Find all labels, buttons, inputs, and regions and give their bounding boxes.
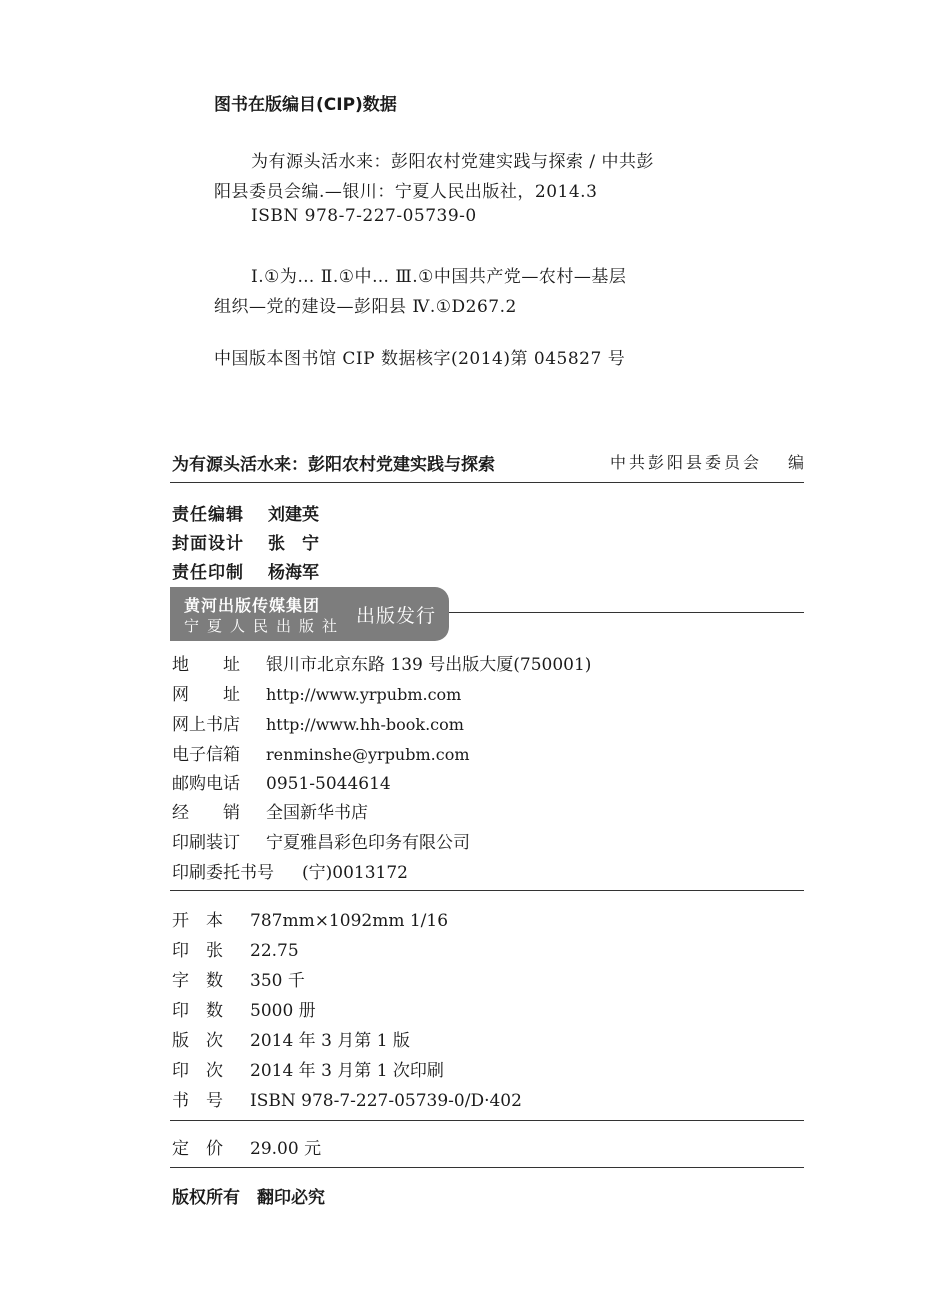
info-value: (宁)0013172 [302, 863, 408, 883]
credit-label: 责任编辑 [172, 505, 244, 525]
info-label: 经 销 [172, 803, 240, 823]
spec-label: 印 数 [172, 1001, 223, 1021]
publisher-action: 出版发行 [356, 605, 437, 627]
price-value: 29.00 元 [250, 1139, 322, 1159]
info-row [172, 769, 391, 794]
cip-record-number: 中国版本图书馆 CIP 数据核字(2014)第 045827 号 [214, 349, 626, 369]
info-label: 地 址 [172, 655, 240, 675]
spec-row [172, 1086, 522, 1111]
book-editor: 中共彭阳县委员会 [610, 453, 763, 472]
credit-value: 杨海军 [268, 563, 319, 583]
spec-row [172, 936, 299, 961]
spec-label: 版 次 [172, 1031, 223, 1051]
publisher-badge [170, 587, 449, 641]
info-row [172, 828, 470, 853]
book-editor-role: 编 [788, 453, 805, 472]
credit-label: 责任印制 [172, 563, 244, 583]
info-row [172, 710, 464, 735]
spec-label: 印 张 [172, 941, 223, 961]
publisher-group: 黄河出版传媒集团 [184, 596, 321, 615]
info-row [172, 798, 368, 823]
info-value: 全国新华书店 [266, 803, 368, 823]
spec-value: 5000 册 [250, 1001, 316, 1021]
info-value: renminshe@yrpubm.com [266, 745, 470, 764]
info-value: 银川市北京东路 139 号出版大厦(750001) [266, 655, 592, 675]
info-label: 邮购电话 [172, 774, 240, 794]
cip-classification-1: Ⅰ.①为… Ⅱ.①中… Ⅲ.①中国共产党—农村—基层 [251, 267, 627, 287]
spec-label: 印 次 [172, 1061, 223, 1081]
price-row [172, 1134, 321, 1159]
cip-line-1: 为有源头活水来：彭阳农村党建实践与探索 / 中共彭 [251, 152, 655, 172]
spec-label: 书 号 [172, 1091, 223, 1111]
credit-row [172, 558, 319, 583]
divider [170, 482, 804, 483]
spec-value: 2014 年 3 月第 1 版 [250, 1031, 410, 1051]
spec-row [172, 1026, 410, 1051]
spec-label: 字 数 [172, 971, 223, 991]
info-row [172, 858, 408, 883]
credit-value: 刘建英 [268, 505, 319, 525]
info-label: 印刷装订 [172, 833, 240, 853]
divider [170, 1167, 804, 1168]
spec-value: ISBN 978-7-227-05739-0/D·402 [250, 1091, 522, 1111]
spec-value: 22.75 [250, 941, 299, 961]
cip-line-2: 阳县委员会编.—银川：宁夏人民出版社，2014.3 [214, 182, 598, 202]
spec-value: 787mm×1092mm 1/16 [250, 911, 449, 931]
spec-row [172, 906, 448, 931]
cip-heading: 图书在版编目(CIP)数据 [214, 95, 397, 115]
cip-classification-2: 组织—党的建设—彭阳县 Ⅳ.①D267.2 [214, 297, 517, 317]
info-label: 印刷委托书号 [172, 863, 274, 883]
spec-value: 2014 年 3 月第 1 次印刷 [250, 1061, 444, 1081]
info-row [172, 740, 470, 765]
credit-row [172, 529, 319, 554]
spec-row [172, 996, 316, 1021]
info-value: http://www.yrpubm.com [266, 685, 462, 704]
credit-row [172, 500, 319, 525]
info-value: 宁夏雅昌彩色印务有限公司 [266, 833, 470, 853]
info-value: http://www.hh-book.com [266, 715, 464, 734]
divider [170, 1120, 804, 1121]
divider [449, 612, 804, 613]
info-label: 网 址 [172, 685, 240, 705]
spec-value: 350 千 [250, 971, 305, 991]
credit-label: 封面设计 [172, 534, 244, 554]
info-row [172, 680, 461, 705]
publisher-press: 宁夏人民出版社 [184, 617, 346, 635]
price-label: 定 价 [172, 1139, 223, 1159]
spec-label: 开 本 [172, 911, 223, 931]
info-row [172, 650, 591, 675]
credit-value: 张 宁 [268, 534, 319, 554]
info-label: 电子信箱 [172, 745, 240, 765]
cip-isbn: ISBN 978-7-227-05739-0 [251, 206, 477, 226]
info-value: 0951-5044614 [266, 774, 391, 794]
book-title: 为有源头活水来：彭阳农村党建实践与探索 [172, 455, 495, 475]
spec-row [172, 1056, 444, 1081]
spec-row [172, 966, 305, 991]
info-label: 网上书店 [172, 715, 240, 735]
divider [170, 890, 804, 891]
copyright-notice: 版权所有 翻印必究 [172, 1188, 325, 1208]
